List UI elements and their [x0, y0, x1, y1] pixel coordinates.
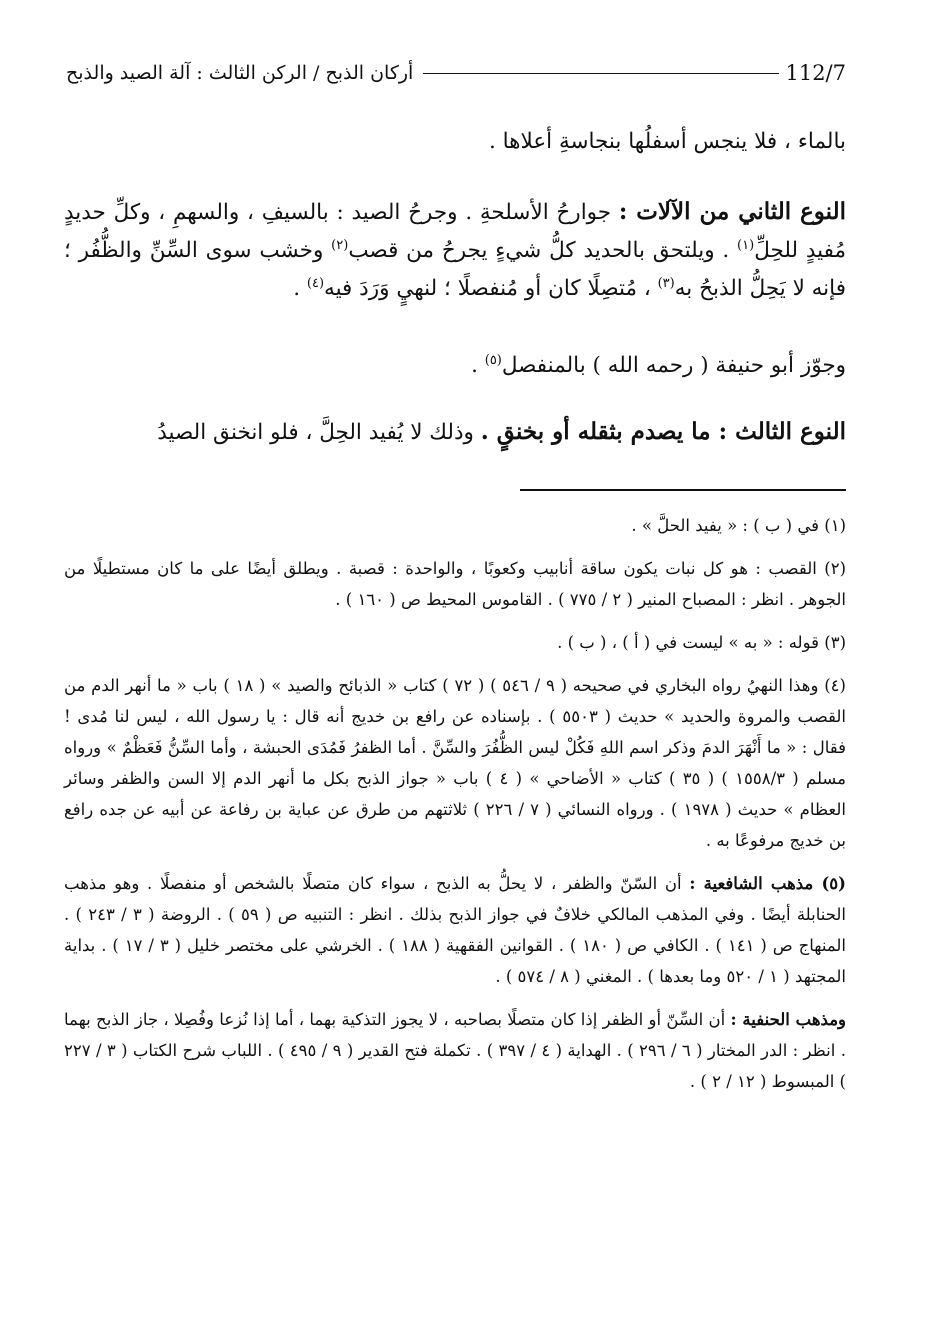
footnote-5-text: أن السّنّ والظفر ، لا يحلُّ به الذبح ، سواء كان متصلًا بالشخص أو منفصلًا . وهو مذهب الحنابلة أيضًا . وفي المذهب المالكي خلافٌ في جواز الذبح بذلك . انظر : التنبيه ص ( ٥٩ ) . الروضة ( ٣ / ٢٤٣ ) . المنهاج ص ( ١٤١ ) . الكافي ص ( ١٨٠ ) . القوانين الفقهية ( ١٨٨ ) . الخرشي على مختصر خليل ( ٣ / ١٧ ) . بداية المجتهد ( ١ / ٥٢٠ وما بعدها ) . المغني ( ٨ / ٥٧٤ ) . — [64, 874, 847, 986]
paragraph-2-text-a: جوارحُ الأسلحةِ . وجرحُ الصيد : بالسيفِ ، والسهمِ ، وكلِّ حديدٍ مُفيدٍ للحِلِّ — [64, 200, 846, 263]
page-number: 112/7 — [785, 61, 846, 85]
footnote-separator — [520, 489, 846, 491]
footnote-5 — [64, 868, 846, 992]
footnote-2: (٢) القصب : هو كل نبات يكون ساقة أنابيب وكعوبًا ، والواحدة : قصبة . ويطلق أيضًا على ما كان مستطيلًا من الجوهر . انظر : المصباح المنير ( ٢ / ٧٧٥ ) . القاموس المحيط ص ( ١٦٠ ) . — [64, 559, 846, 609]
footnotes — [64, 510, 846, 1109]
paragraph-2-text-d: ، مُتصِلًا كان أو مُنفصلًا ؛ لنهيٍ وَرَدَ فيه — [324, 276, 658, 301]
header-rule — [423, 73, 779, 74]
paragraph-3 — [64, 347, 846, 385]
footnote-6-label: ومذهب الحنفية : — [730, 1010, 846, 1029]
paragraph-3-text-a: وجوّز أبو حنيفة ( رحمه الله ) بالمنفصل — [501, 353, 846, 378]
paragraph-1-text: بالماء ، فلا ينجس أسفلُها بنجاسةِ أعلاها . — [488, 129, 846, 154]
section-heading-3: النوع الثالث : ما يصدم بثقله أو بخنقٍ . — [480, 418, 846, 445]
paragraph-2-text-c: وخشب سوى السِّنِّ والظُّفُر ؛ فإنه لا يَحِلُّ الذبحُ به — [64, 238, 846, 301]
paragraph-2-text-b: . ويلتحق بالحديد كلُّ شيءٍ يجرحُ من قصب — [348, 238, 738, 263]
section-heading-2: النوع الثاني من الآلات : — [618, 198, 846, 225]
footnote-ref-5[interactable]: (٥) — [484, 352, 502, 368]
footnote-6-text: أن السِّنّ أو الظفر إذا كان متصلًا بصاحبه ، لا يجوز التذكية بهما ، أما إذا نُزعا وفُصِلا ، جاز الذبح بهما . انظر : الدر المختار ( ٦ / ٢٩٦ ) . الهداية ( ٤ / ٣٩٧ ) . تكملة فتح القدير ( ٩ / ٤٩٥ ) . اللباب شرح الكتاب ( ٣ / ٢٢٧ ) المبسوط ( ١٢ / ٢ ) . — [64, 1010, 846, 1091]
footnote-1: (١) في ( ب ) : « يفيد الحلَّ » . — [631, 516, 846, 535]
footnote-ref-3[interactable]: (٣) — [657, 275, 675, 291]
footnote-ref-4[interactable]: (٤) — [306, 275, 325, 291]
footnote-4: (٤) وهذا النهيُ رواه البخاري في صحيحه ( ٩ / ٥٤٦ ) ( ٧٢ ) كتاب « الذبائح والصيد » ( ١٨ ) باب « ما أنهر الدم من القصب والمروة والحديد » حديث ( ٥٥٠٣ ) . بإسناده عن رافع بن خديج أنه قال : يا رسول الله ، ليس لنا مُدى ! فقال : « ما أَنْهَرَ الدمَ وذكر اسم اللهِ فَكُلْ ليس الظُّفُرَ والسِّنَّ . أما الظفرُ فَمُدَى الحبشة ، وأما السِّنُّ فَعَظْمٌ » ورواه مسلم ( ١٥٥٨/٣ ) ( ٣٥ ) كتاب « الأضاحي » ( ٤ ) باب « جواز الذبح بكل ما أنهر الدم إلا السن والظفر وسائر العظام » حديث ( ١٩٧٨ ) . ورواه النسائي ( ٧ / ٢٢٦ ) ثلاثتهم من طرق عن عباية بن رفاعة عن أبيه عن جده رافع بن خديج مرفوعًا به . — [64, 676, 846, 850]
paragraph-4-text: وذلك لا يُفيد الحِلَّ ، فلو انخنق الصيدُ — [157, 420, 481, 445]
paragraph-4 — [64, 413, 846, 452]
footnote-3: (٣) قوله : « به » ليست في ( أ ) ، ( ب ) . — [557, 633, 846, 652]
paragraph-1 — [64, 123, 846, 161]
running-title: أركان الذبح / الركن الثالث : آلة الصيد والذبح — [66, 62, 414, 84]
paragraph-2-text-e: . — [293, 276, 307, 301]
footnote-6 — [64, 1004, 846, 1097]
footnote-ref-1[interactable]: (١) — [737, 237, 755, 253]
paragraph-2 — [64, 193, 846, 308]
paragraph-3-text-b: . — [471, 353, 485, 378]
footnote-5-label: (٥) مذهب الشافعية : — [689, 874, 846, 893]
footnote-ref-2[interactable]: (٢) — [331, 237, 349, 253]
page-header — [66, 56, 846, 90]
